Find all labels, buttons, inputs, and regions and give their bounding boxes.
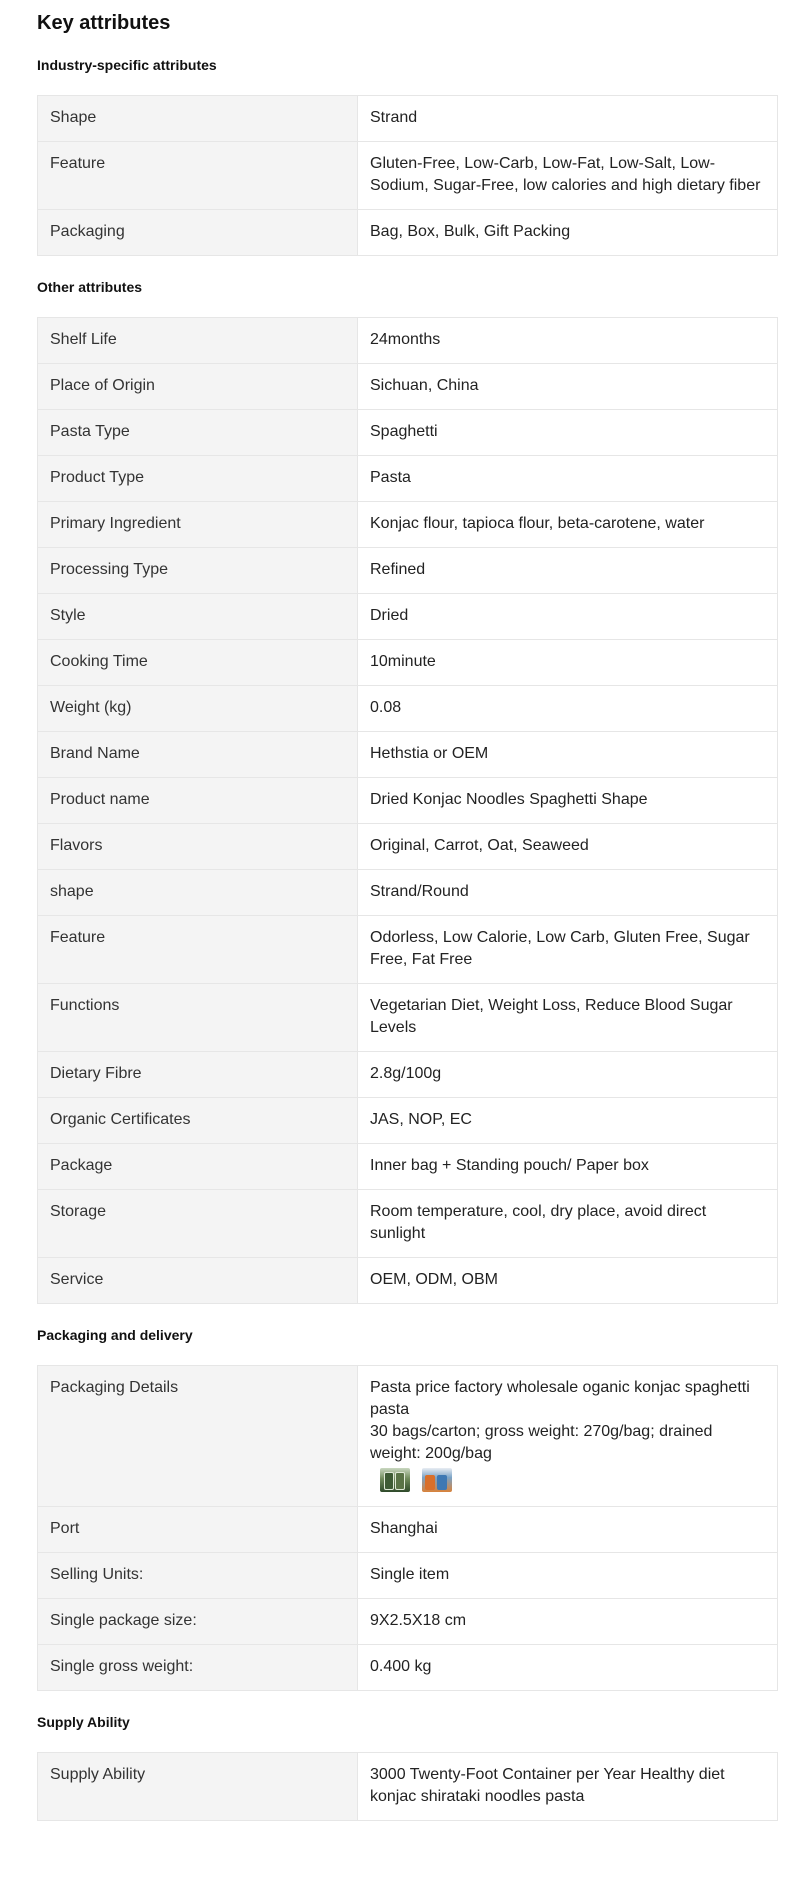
attribute-value: Dried (358, 594, 778, 640)
attribute-key: Storage (38, 1190, 358, 1258)
attribute-value: Strand (358, 96, 778, 142)
attribute-value: Gluten-Free, Low-Carb, Low-Fat, Low-Salt, Low-Sodium, Sugar-Free, low calories and high dietary fiber (358, 142, 778, 210)
attribute-key: Style (38, 594, 358, 640)
attribute-value: Spaghetti (358, 410, 778, 456)
attribute-value: Single item (358, 1553, 778, 1599)
attribute-key: Place of Origin (38, 364, 358, 410)
attribute-key: Brand Name (38, 732, 358, 778)
attribute-key: Pasta Type (38, 410, 358, 456)
table-row (38, 732, 778, 778)
section-title-industry: Industry-specific attributes (37, 57, 217, 73)
attribute-key: Flavors (38, 824, 358, 870)
attribute-value: Vegetarian Diet, Weight Loss, Reduce Blood Sugar Levels (358, 984, 778, 1052)
attribute-key: Shelf Life (38, 318, 358, 364)
attribute-value: 2.8g/100g (358, 1052, 778, 1098)
attribute-value: JAS, NOP, EC (358, 1098, 778, 1144)
attribute-key: Packaging (38, 210, 358, 256)
table-row (38, 824, 778, 870)
attribute-key: Supply Ability (38, 1753, 358, 1821)
attribute-value: 3000 Twenty-Foot Container per Year Healthy diet konjac shirataki noodles pasta (358, 1753, 778, 1821)
table-row (38, 870, 778, 916)
attribute-key: Product name (38, 778, 358, 824)
attribute-value: Hethstia or OEM (358, 732, 778, 778)
attribute-key: Weight (kg) (38, 686, 358, 732)
attribute-value: 0.08 (358, 686, 778, 732)
attribute-key: Selling Units: (38, 1553, 358, 1599)
attribute-key: Shape (38, 96, 358, 142)
attribute-key: Product Type (38, 456, 358, 502)
attribute-value: Strand/Round (358, 870, 778, 916)
table-row (38, 778, 778, 824)
attribute-value: Odorless, Low Calorie, Low Carb, Gluten Free, Sugar Free, Fat Free (358, 916, 778, 984)
attribute-key: Dietary Fibre (38, 1052, 358, 1098)
product-thumbnail[interactable] (380, 1468, 410, 1492)
attribute-key: shape (38, 870, 358, 916)
table-row (38, 1258, 778, 1304)
table-row (38, 1052, 778, 1098)
table-row (38, 1599, 778, 1645)
packaging-details-line: Pasta price factory wholesale oganic konjac spaghetti pasta (370, 1379, 750, 1418)
attribute-key: Feature (38, 916, 358, 984)
attribute-value: Bag, Box, Bulk, Gift Packing (358, 210, 778, 256)
attribute-key: Single package size: (38, 1599, 358, 1645)
table-row (38, 364, 778, 410)
page-title: Key attributes (37, 12, 171, 34)
other-attributes-table (37, 317, 778, 1304)
attribute-key: Processing Type (38, 548, 358, 594)
table-row (38, 548, 778, 594)
attribute-value: 24months (358, 318, 778, 364)
attribute-value: Original, Carrot, Oat, Seaweed (358, 824, 778, 870)
attribute-value: Sichuan, China (358, 364, 778, 410)
attribute-value: 10minute (358, 640, 778, 686)
attribute-value: Room temperature, cool, dry place, avoid direct sunlight (358, 1190, 778, 1258)
table-row (38, 1645, 778, 1691)
attribute-key: Primary Ingredient (38, 502, 358, 548)
section-title-packaging: Packaging and delivery (37, 1327, 193, 1343)
product-thumbnail[interactable] (422, 1468, 452, 1492)
table-row (38, 1366, 778, 1507)
attribute-value: 9X2.5X18 cm (358, 1599, 778, 1645)
attribute-key: Single gross weight: (38, 1645, 358, 1691)
attribute-value: Konjac flour, tapioca flour, beta-carotene, water (358, 502, 778, 548)
table-row (38, 1553, 778, 1599)
table-row (38, 984, 778, 1052)
packaging-table (37, 1365, 778, 1691)
supply-table (37, 1752, 778, 1821)
table-row (38, 1190, 778, 1258)
attribute-value (358, 1366, 778, 1507)
attribute-key: Cooking Time (38, 640, 358, 686)
table-row (38, 96, 778, 142)
attribute-value: Inner bag + Standing pouch/ Paper box (358, 1144, 778, 1190)
attribute-key: Service (38, 1258, 358, 1304)
attribute-value: Dried Konjac Noodles Spaghetti Shape (358, 778, 778, 824)
attribute-value: OEM, ODM, OBM (358, 1258, 778, 1304)
packaging-details-line: 30 bags/carton; gross weight: 270g/bag; drained weight: 200g/bag (370, 1423, 713, 1462)
table-row (38, 502, 778, 548)
attribute-key: Functions (38, 984, 358, 1052)
attribute-key: Organic Certificates (38, 1098, 358, 1144)
table-row (38, 1507, 778, 1553)
attribute-value: Shanghai (358, 1507, 778, 1553)
table-row (38, 210, 778, 256)
attribute-value: Refined (358, 548, 778, 594)
section-title-supply: Supply Ability (37, 1714, 130, 1730)
table-row (38, 318, 778, 364)
table-row (38, 142, 778, 210)
table-row (38, 456, 778, 502)
table-row (38, 1098, 778, 1144)
attribute-value: Pasta (358, 456, 778, 502)
attribute-key: Feature (38, 142, 358, 210)
attribute-key: Port (38, 1507, 358, 1553)
table-row (38, 916, 778, 984)
table-row (38, 640, 778, 686)
section-title-other: Other attributes (37, 279, 143, 295)
packaging-thumbnails (370, 1465, 765, 1494)
table-row (38, 410, 778, 456)
table-row (38, 594, 778, 640)
attribute-key: Package (38, 1144, 358, 1190)
table-row (38, 1144, 778, 1190)
attribute-value: 0.400 kg (358, 1645, 778, 1691)
attribute-key: Packaging Details (38, 1366, 358, 1507)
industry-attributes-table (37, 95, 778, 256)
table-row (38, 686, 778, 732)
table-row (38, 1753, 778, 1821)
